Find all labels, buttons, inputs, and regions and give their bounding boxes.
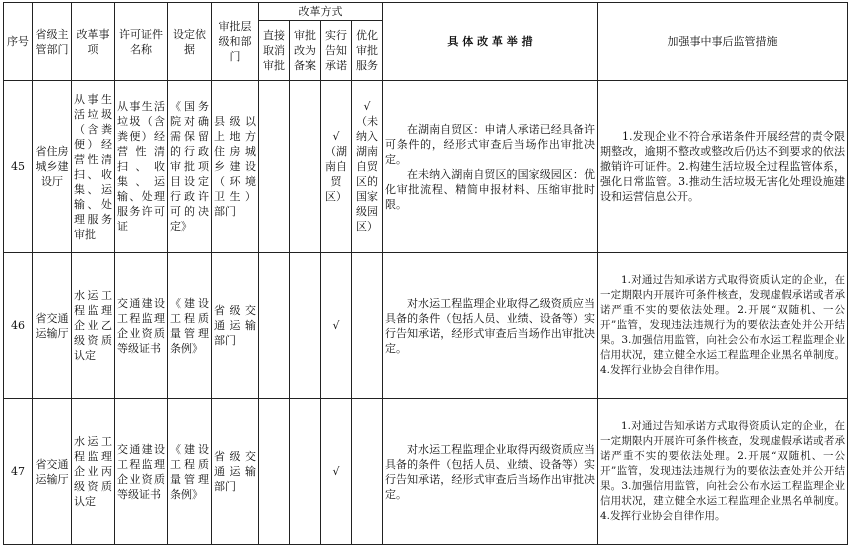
header-basis: 设定依据: [168, 3, 212, 81]
row-dept: 省住房城乡建设厅: [33, 81, 72, 253]
row-cert: 交通建设工程监理企业资质等级证书: [115, 399, 168, 545]
measures-para-2: 在未纳入湖南自贸区的国家级园区：优化审批流程、精简申报材料、压缩审批时限。: [385, 167, 595, 211]
header-item: 改革事项: [72, 3, 115, 81]
row-dept: 省交通运输厅: [33, 399, 72, 545]
row-promise: √（湖南自贸区）: [321, 81, 352, 253]
header-cert: 许可证件名称: [115, 3, 168, 81]
header-reform-group: 改革方式: [259, 3, 383, 21]
row-supervision: 1.对通过告知承诺方式取得资质认定的企业，在一定期限内开展许可条件核查，发现虚假承诺或者承诺严重不实的要依法处理。2.开展“双随机、一公开”监管，发现违法违规行为的要依法查处并公开结果。3.加强信用监管，向社会公布水运工程监理企业信用状况，建立健全水运工程监理企业黑名单制度。4.发挥行业协会自律作用。: [598, 253, 848, 399]
row-cancel: [259, 253, 290, 399]
row-optimize: √（未纳入湖南自贸区的国家级园区）: [352, 81, 383, 253]
header-dept: 省级主管部门: [33, 3, 72, 81]
row-promise: √: [321, 253, 352, 399]
row-optimize: [352, 399, 383, 545]
header-optimize: 优化审批服务: [352, 21, 383, 81]
row-dept: 省交通运输厅: [33, 253, 72, 399]
header-cancel: 直接取消审批: [259, 21, 290, 81]
row-level: 省级交通运输部门: [212, 399, 259, 545]
row-cancel: [259, 81, 290, 253]
header-supervision: 加强事中事后监管措施: [598, 3, 848, 81]
header-filing: 审批改为备案: [290, 21, 321, 81]
row-measures: [383, 81, 598, 253]
row-seq: 47: [4, 399, 33, 545]
row-basis: 《建设工程质量管理条例》: [168, 399, 212, 545]
row-promise: √: [321, 399, 352, 545]
row-item: 从事生活垃圾（含粪便）经营性清扫、收集、运输、处理服务审批: [72, 81, 115, 253]
table-row: [4, 253, 848, 399]
header-seq: 序号: [4, 3, 33, 81]
table-row: [4, 399, 848, 545]
row-basis: 《建设工程质量管理条例》: [168, 253, 212, 399]
row-level: 省级交通运输部门: [212, 253, 259, 399]
row-filing: [290, 253, 321, 399]
row-filing: [290, 399, 321, 545]
row-measures: 对水运工程监理企业取得丙级资质应当具备的条件（包括人员、业绩、设备等）实行告知承诺，经形式审查后当场作出审批决定。: [383, 399, 598, 545]
measures-para-1: 在湖南自贸区：申请人承诺已经具备许可条件的，经形式审查后当场作出审批决定。: [385, 122, 595, 166]
header-level: 审批层级和部门: [212, 3, 259, 81]
row-basis: 《国务院对确需保留的行政审批项目设定行政许可的决定》: [168, 81, 212, 253]
row-seq: 45: [4, 81, 33, 253]
row-measures: 对水运工程监理企业取得乙级资质应当具备的条件（包括人员、业绩、设备等）实行告知承诺，经形式审查后当场作出审批决定。: [383, 253, 598, 399]
row-supervision: 1.发现企业不符合承诺条件开展经营的责令限期整改，逾期不整改或整改后仍达不到要求的依法撤销许可证件。2.构建生活垃圾全过程监管体系，强化日常监管。3.推动生活垃圾无害化处理设施建设和运营信息公开。: [598, 81, 848, 253]
header-measures: 具 体 改 革 举 措: [383, 3, 598, 81]
row-cancel: [259, 399, 290, 545]
row-level: 县级以上地方住房城乡建设（环境卫生）部门: [212, 81, 259, 253]
header-promise: 实行告知承诺: [321, 21, 352, 81]
table-row: [4, 81, 848, 253]
row-item: 水运工程监理企业丙级资质认定: [72, 399, 115, 545]
row-seq: 46: [4, 253, 33, 399]
reform-table: [3, 2, 848, 545]
row-cert: 从事生活垃圾（含粪便）经营性清扫、收集、运输、处理服务许可证: [115, 81, 168, 253]
row-filing: [290, 81, 321, 253]
row-cert: 交通建设工程监理企业资质等级证书: [115, 253, 168, 399]
row-item: 水运工程监理企业乙级资质认定: [72, 253, 115, 399]
row-supervision: 1.对通过告知承诺方式取得资质认定的企业，在一定期限内开展许可条件核查，发现虚假承诺或者承诺严重不实的要依法处理。2.开展“双随机、一公开”监管，发现违法违规行为的要依法查处并公开结果。3.加强信用监管，向社会公布水运工程监理企业信用状况，建立健全水运工程监理企业黑名单制度。4.发挥行业协会自律作用。: [598, 399, 848, 545]
row-optimize: [352, 253, 383, 399]
